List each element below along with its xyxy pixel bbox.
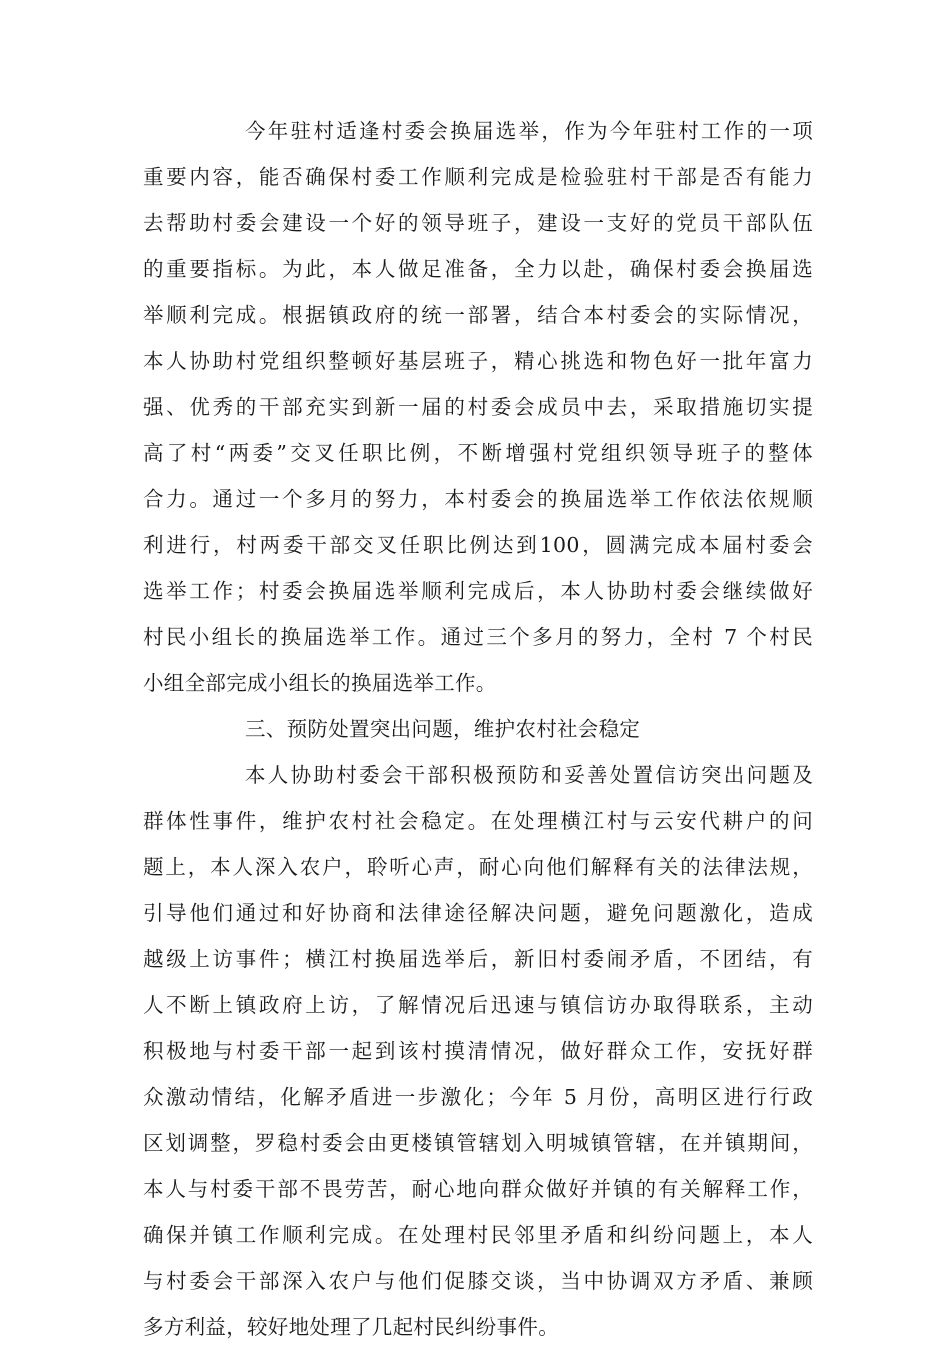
paragraph-line: 积极地与村委干部一起到该村摸清情况，做好群众工作，安抚好群 (143, 1039, 813, 1063)
paragraph-line: 强、优秀的干部充实到新一届的村委会成员中去，采取措施切实提 (143, 395, 813, 419)
section-heading-3: 三、预防处置突出问题，维护农村社会稳定 (245, 717, 641, 741)
paragraph-line: 区划调整，罗稳村委会由更楼镇管辖划入明城镇管辖，在并镇期间， (143, 1131, 813, 1155)
paragraph-line: 群体性事件，维护农村社会稳定。在处理横江村与云安代耕户的问 (143, 809, 813, 833)
paragraph-line-last: 小组全部完成小组长的换届选举工作。 (143, 671, 497, 695)
paragraph-line: 利进行，村两委干部交叉任职比例达到100，圆满完成本届村委会 (143, 533, 813, 557)
paragraph-line: 村民小组长的换届选举工作。通过三个多月的努力，全村 7 个村民 (143, 625, 813, 649)
paragraph-line: 本人与村委干部不畏劳苦，耐心地向群众做好并镇的有关解释工作， (143, 1177, 813, 1201)
paragraph-line: 选举工作；村委会换届选举顺利完成后，本人协助村委会继续做好 (143, 579, 813, 603)
paragraph-line: 重要内容，能否确保村委工作顺利完成是检验驻村干部是否有能力 (143, 165, 813, 189)
paragraph-line: 人不断上镇政府上访，了解情况后迅速与镇信访办取得联系，主动 (143, 993, 813, 1017)
paragraph-line: 今年驻村适逢村委会换届选举，作为今年驻村工作的一项 (245, 119, 813, 143)
paragraph-line: 与村委会干部深入农户与他们促膝交谈，当中协调双方矛盾、兼顾 (143, 1269, 813, 1293)
paragraph-line-last: 多方利益，较好地处理了几起村民纠纷事件。 (143, 1315, 559, 1339)
paragraph-line: 众激动情结，化解矛盾进一步激化；今年 5 月份，高明区进行行政 (143, 1085, 813, 1109)
paragraph-line: 的重要指标。为此，本人做足准备，全力以赴，确保村委会换届选 (143, 257, 813, 281)
paragraph-line: 高了村“两委”交叉任职比例，不断增强村党组织领导班子的整体 (143, 441, 813, 465)
paragraph-line: 本人协助村党组织整顿好基层班子，精心挑选和物色好一批年富力 (143, 349, 813, 373)
paragraph-line: 合力。通过一个多月的努力，本村委会的换届选举工作依法依规顺 (143, 487, 813, 511)
paragraph-line: 越级上访事件；横江村换届选举后，新旧村委闹矛盾，不团结，有 (143, 947, 813, 971)
paragraph-line: 去帮助村委会建设一个好的领导班子，建设一支好的党员干部队伍 (143, 211, 813, 235)
paragraph-line: 确保并镇工作顺利完成。在处理村民邻里矛盾和纠纷问题上，本人 (143, 1223, 813, 1247)
paragraph-line: 题上，本人深入农户，聆听心声，耐心向他们解释有关的法律法规， (143, 855, 813, 879)
paragraph-line: 举顺利完成。根据镇政府的统一部署，结合本村委会的实际情况， (143, 303, 813, 327)
paragraph-line: 引导他们通过和好协商和法律途径解决问题，避免问题激化，造成 (143, 901, 813, 925)
paragraph-line: 本人协助村委会干部积极预防和妥善处置信访突出问题及 (245, 763, 813, 787)
